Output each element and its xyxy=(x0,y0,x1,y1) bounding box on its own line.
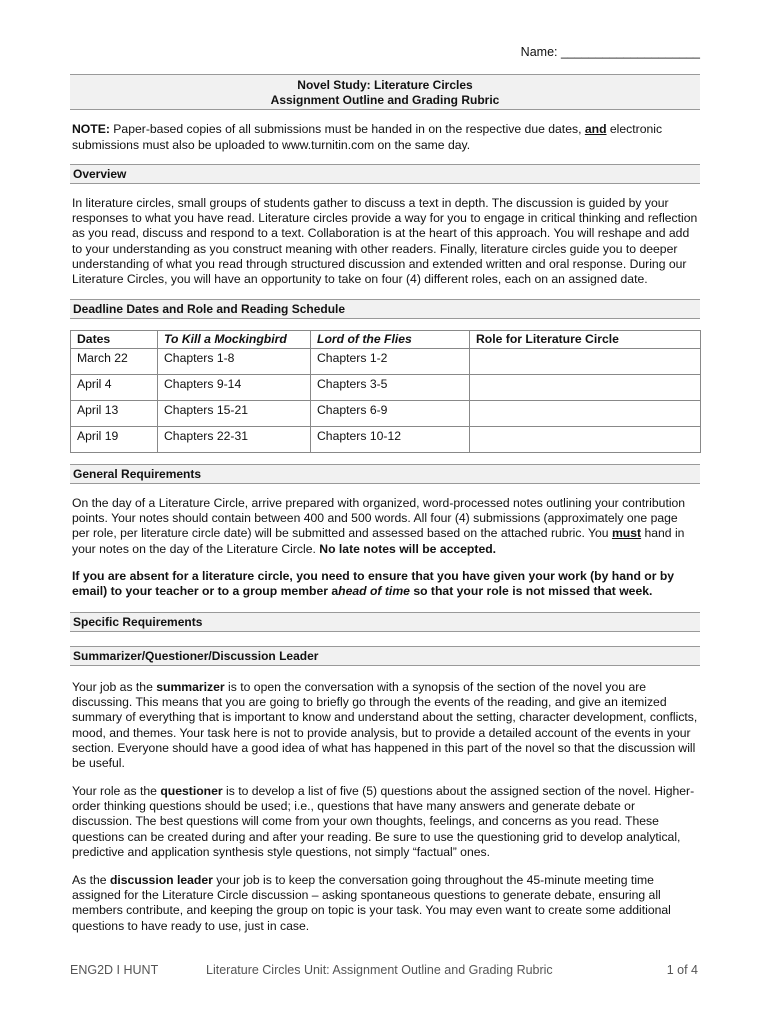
date-cell: April 4 xyxy=(71,375,158,401)
note-emphasis: and xyxy=(584,122,607,136)
role-cell xyxy=(470,375,701,401)
footer-page-number: 1 of 4 xyxy=(666,963,698,977)
flies-cell: Chapters 10-12 xyxy=(311,427,470,453)
note-paragraph: NOTE: Paper-based copies of all submissions must be handed in on the respective due dates, and electronic submissions must also be uploaded to www.turnitin.com on the same day. xyxy=(72,122,663,152)
name-field-label: Name: ____________________ xyxy=(520,45,700,59)
discussion-leader-paragraph: As the discussion leader your job is to keep the conversation going throughout the 45-minute meeting time assigned for the Literature Circle discussion – asking spontaneous questions to generate debate, ensuring all members contribute, and keeping the group on topic is your task. You may even want to create some additional questions to have ready to use, just in case. xyxy=(72,873,671,933)
flies-cell: Chapters 6-9 xyxy=(311,401,470,427)
col-mockingbird: To Kill a Mockingbird xyxy=(158,331,311,349)
must-emphasis: must xyxy=(611,526,642,541)
mockingbird-cell: Chapters 22-31 xyxy=(158,427,311,453)
table-row xyxy=(71,401,701,427)
flies-cell: Chapters 3-5 xyxy=(311,375,470,401)
table-row xyxy=(71,375,701,401)
schedule-table xyxy=(70,330,701,453)
general-requirements-body: On the day of a Literature Circle, arrive prepared with organized, word-processed notes outlining your contribution points. Your notes should contain between 400 and 500 words. All four (4) submissions (approximately one page per role, per literature circle date) will be submitted and assessed based on the attached rubric. You must hand in your notes on the day of the Literature Circle. No late notes will be accepted. xyxy=(72,496,686,556)
date-cell: March 22 xyxy=(71,349,158,375)
mockingbird-cell: Chapters 9-14 xyxy=(158,375,311,401)
document-title xyxy=(70,74,700,110)
summarizer-term: summarizer xyxy=(156,680,225,694)
general-requirements-heading: General Requirements xyxy=(70,464,700,484)
overview-body: In literature circles, small groups of students gather to discuss a text in depth. The discussion is guided by your responses to what you have read. Literature circles provide a way for you to engage in critical thinking and reflection as you read, discuss and respond to a text. Collaboration is at the heart of this approach. You will reshape and add to your understanding as you construct meaning with other readers. Finally, literature circles guide you to deeper understanding of what you read through structured discussion and extended written and oral response. During our Literature Circles, you will have an opportunity to take on four (4) different roles, each on an assigned date. xyxy=(72,196,698,287)
title-line-1: Novel Study: Literature Circles xyxy=(297,78,473,92)
table-row xyxy=(71,427,701,453)
discussion-leader-term: discussion leader xyxy=(109,873,213,887)
role-cell xyxy=(470,401,701,427)
summarizer-paragraph: Your job as the summarizer is to open the conversation with a synopsis of the section of the novel you are discussing. This means that you are going to briefly go through the events of the reading, and give an itemized summary of everything that is important to know and understand about the setting, character development, conflicts, mood, and themes. Your task here is not to provide analysis, but to provide a detailed account of the events in your section. Everyone should have a good idea of what has happened in this part of the novel so that the discussion will be useful. xyxy=(72,680,698,771)
mockingbird-cell: Chapters 15-21 xyxy=(158,401,311,427)
roles-subheading: Summarizer/Questioner/Discussion Leader xyxy=(70,646,700,666)
role-cell xyxy=(470,427,701,453)
schedule-header-row xyxy=(71,331,701,349)
footer-title: Literature Circles Unit: Assignment Outline and Grading Rubric xyxy=(206,963,553,977)
questioner-paragraph: Your role as the questioner is to develop a list of five (5) questions about the assigned section of the novel. Higher-order thinking questions should be used; i.e., questions that have many answers and generate debate or discussion. The best questions will come from your own thoughts, feelings, and concerns as you read. These questions can be created during and after your reading. Be sure to use the questioning grid to develop analytical, predictive and application synthesis style questions, not simply “factual” ones. xyxy=(72,784,695,859)
schedule-heading: Deadline Dates and Role and Reading Schedule xyxy=(70,299,700,319)
footer-course: ENG2D I HUNT xyxy=(70,963,159,977)
title-line-2: Assignment Outline and Grading Rubric xyxy=(270,93,500,107)
note-label: NOTE: xyxy=(72,122,110,136)
col-flies: Lord of the Flies xyxy=(311,331,470,349)
absence-notice: If you are absent for a literature circle, you need to ensure that you have given your work (by hand or by email) to your teacher or to a group member ahead of time so that your role is not missed that week. xyxy=(72,569,675,599)
table-row xyxy=(71,349,701,375)
overview-heading: Overview xyxy=(70,164,700,184)
specific-requirements-heading: Specific Requirements xyxy=(70,612,700,632)
role-cell xyxy=(470,349,701,375)
col-dates: Dates xyxy=(71,331,158,349)
col-role: Role for Literature Circle xyxy=(470,331,701,349)
questioner-term: questioner xyxy=(160,784,223,798)
date-cell: April 13 xyxy=(71,401,158,427)
mockingbird-cell: Chapters 1-8 xyxy=(158,349,311,375)
flies-cell: Chapters 1-2 xyxy=(311,349,470,375)
date-cell: April 19 xyxy=(71,427,158,453)
no-late-notice: No late notes will be accepted. xyxy=(319,541,497,556)
